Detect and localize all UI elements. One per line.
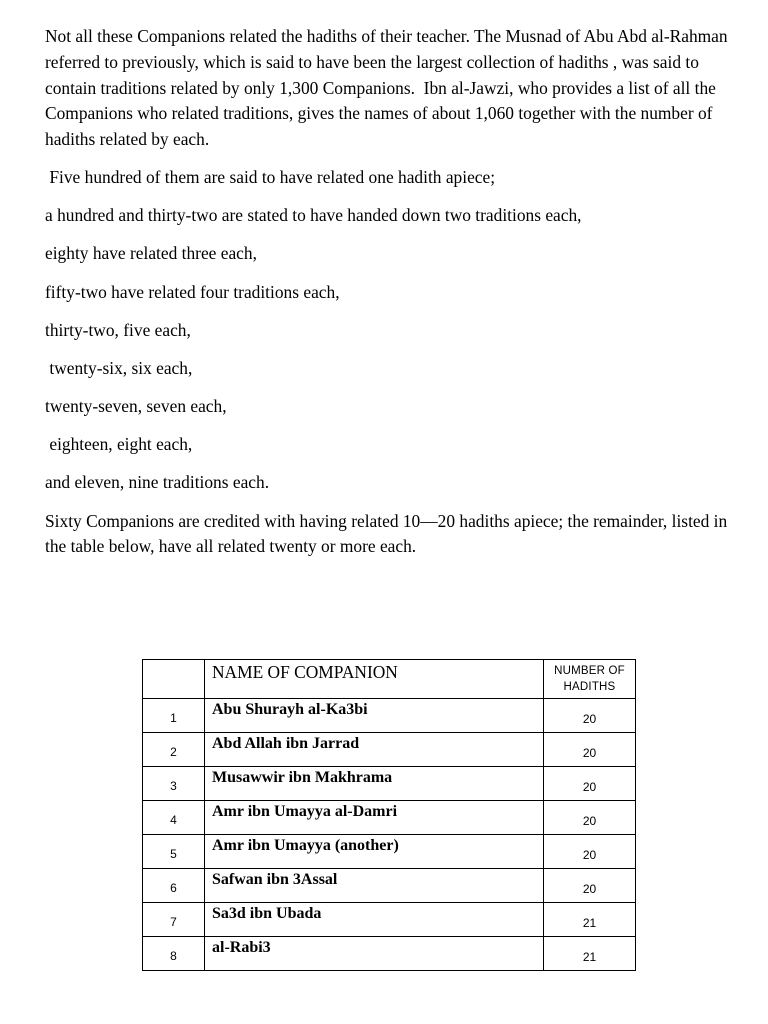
hadith-count: 20: [544, 869, 636, 903]
count-line-three-hadiths: eighty have related three each,: [45, 243, 257, 264]
hadith-count: 20: [544, 699, 636, 733]
count-line-five-hadiths: thirty-two, five each,: [45, 319, 191, 340]
hadith-count: 20: [544, 733, 636, 767]
companion-name: Sa3d ibn Ubada: [205, 903, 544, 937]
table-row: [143, 699, 636, 733]
count-line-seven-hadiths: twenty-seven, seven each,: [45, 396, 227, 417]
table-row: [143, 903, 636, 937]
companions-table: [142, 659, 636, 971]
row-number: 3: [143, 767, 205, 801]
count-line-one-hadith: Five hundred of them are said to have related one hadith apiece;: [45, 166, 496, 187]
count-line-eight-hadiths: eighteen, eight each,: [45, 434, 193, 455]
count-line-six-hadiths: twenty-six, six each,: [45, 357, 193, 378]
companion-name: al-Rabi3: [205, 937, 544, 971]
row-number: 8: [143, 937, 205, 971]
companion-name: Musawwir ibn Makhrama: [205, 767, 544, 801]
row-number: 7: [143, 903, 205, 937]
companion-name: Amr ibn Umayya (another): [205, 835, 544, 869]
table-row: [143, 937, 636, 971]
companion-name: Abu Shurayh al-Ka3bi: [205, 699, 544, 733]
row-number: 2: [143, 733, 205, 767]
closing-paragraph: Sixty Companions are credited with having related 10—20 hadiths apiece; the remainder, listed in the table below, have all related twenty or more each.: [45, 510, 732, 557]
header-count-line1: NUMBER OF: [554, 665, 625, 677]
hadith-count: 20: [544, 835, 636, 869]
header-name-cell: NAME OF COMPANION: [205, 660, 544, 699]
count-line-two-hadiths: a hundred and thirty-two are stated to have handed down two traditions each,: [45, 205, 582, 226]
count-line-nine-hadiths: and eleven, nine traditions each.: [45, 472, 270, 493]
hadith-count: 21: [544, 903, 636, 937]
hadith-count: 21: [544, 937, 636, 971]
header-count-line2: HADITHS: [563, 681, 616, 693]
table-header-row: [143, 660, 636, 699]
table-row: [143, 767, 636, 801]
hadith-count: 20: [544, 801, 636, 835]
count-line-four-hadiths: fifty-two have related four traditions each,: [45, 281, 340, 302]
table-row: [143, 801, 636, 835]
body-text: [45, 24, 735, 573]
companion-name: Abd Allah ibn Jarrad: [205, 733, 544, 767]
header-number-cell: [143, 660, 205, 699]
companion-name: Safwan ibn 3Assal: [205, 869, 544, 903]
row-number: 5: [143, 835, 205, 869]
row-number: 1: [143, 699, 205, 733]
row-number: 4: [143, 801, 205, 835]
table-row: [143, 869, 636, 903]
table-row: [143, 835, 636, 869]
hadith-count: 20: [544, 767, 636, 801]
table-row: [143, 733, 636, 767]
companion-name: Amr ibn Umayya al-Damri: [205, 801, 544, 835]
row-number: 6: [143, 869, 205, 903]
header-count-cell: [544, 660, 636, 699]
intro-paragraph: Not all these Companions related the hadiths of their teacher. The Musnad of Abu Abd al-Rahman referred to previously, which is said to have been the largest collection of hadiths , was said to contain traditions related by only 1,300 Companions. Ibn al-Jawzi, who provides a list of all the Companions who related traditions, gives the names of about 1,060 together with the number of hadiths related by each.: [45, 26, 732, 150]
